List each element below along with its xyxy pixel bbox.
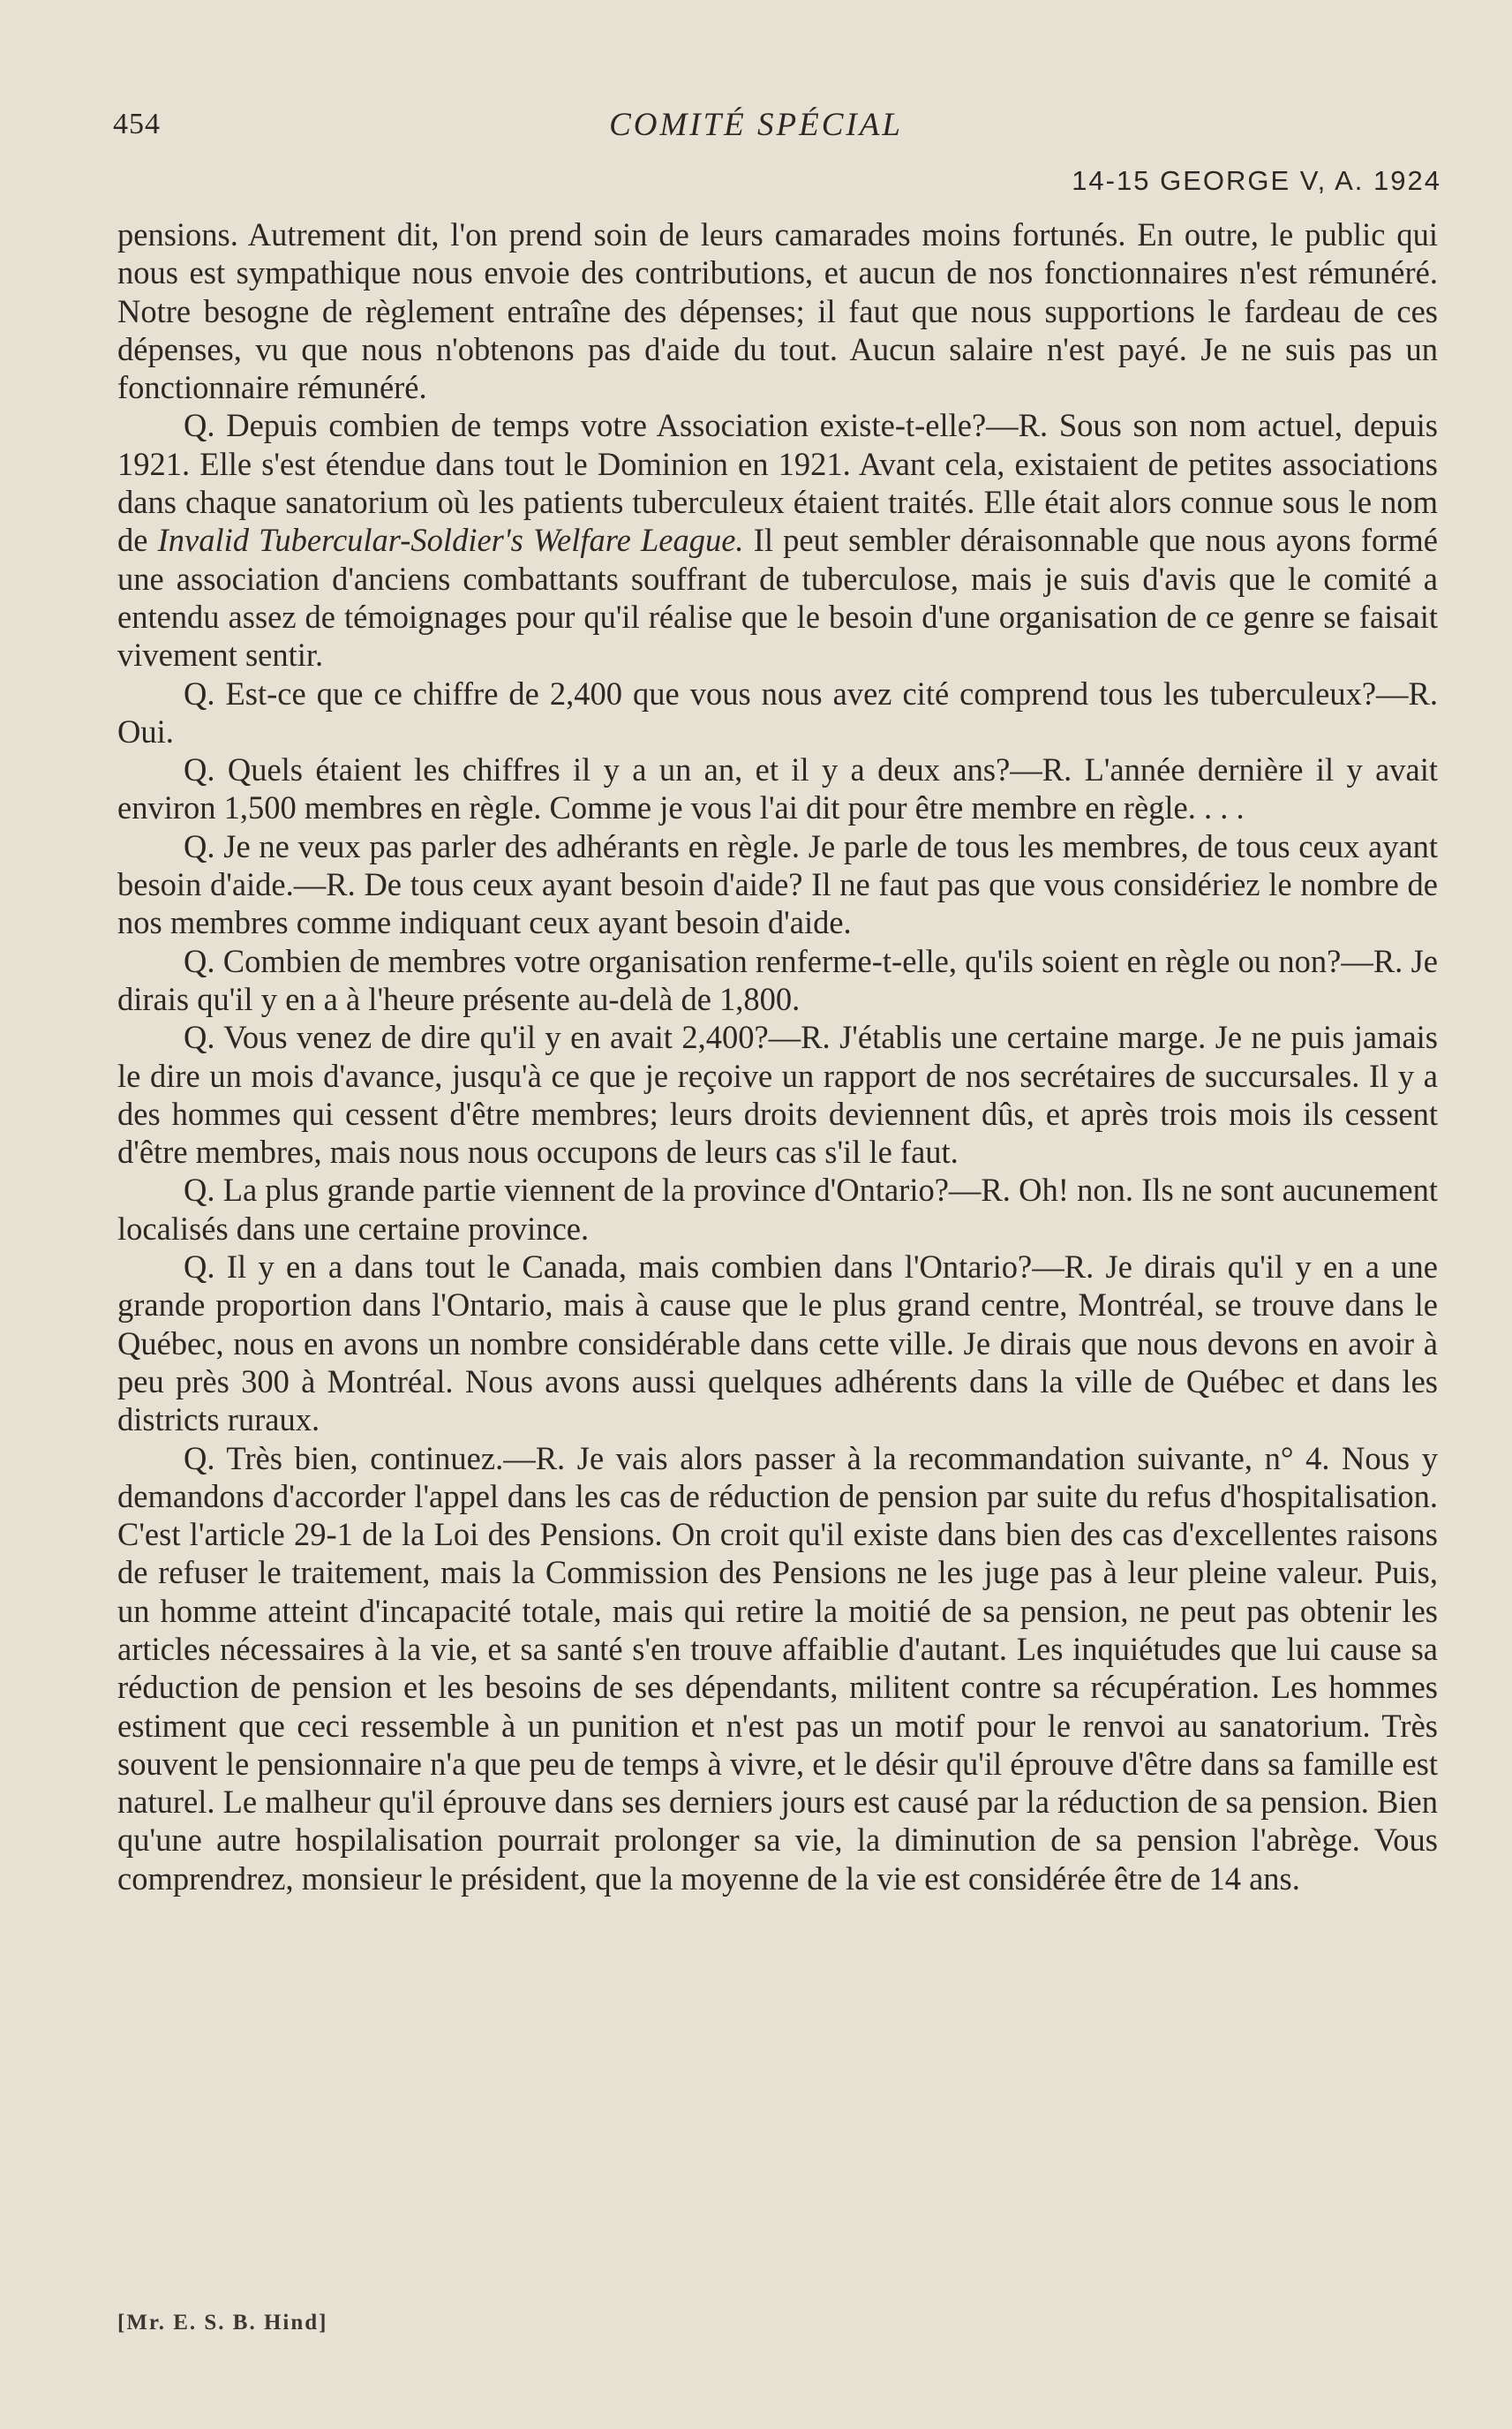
- speaker-attribution: [Mr. E. S. B. Hind]: [117, 2311, 328, 2335]
- paragraph-4: Q. Quels étaient les chiffres il y a un an, et il y a deux ans?—R. L'année dernière il y avait environ 1,500 membres en règle. Comme je vous l'ai dit pour être membre en règle. . . .: [117, 751, 1438, 826]
- page-number: 454: [113, 108, 161, 140]
- paragraph-9: Q. Il y en a dans tout le Canada, mais combien dans l'Ontario?—R. Je dirais qu'il y en a une grande proportion dans l'Ontario, mais à cause que le plus grand centre, Montréal, se trouve dans le Québec, nous en avons un nombre considérable dans cette ville. Je dirais que nous devons en avoir à peu près 300 à Montréal. Nous avons aussi quelques adhérents dans la ville de Québec et dans les districts ruraux.: [117, 1248, 1438, 1438]
- paragraph-5: Q. Je ne veux pas parler des adhérants en règle. Je parle de tous les membres, de tous ceux ayant besoin d'aide.—R. De tous ceux ayant besoin d'aide? Il ne faut pas que vous considériez le nombre de nos membres comme indiquant ceux ayant besoin d'aide.: [117, 827, 1438, 941]
- paragraph-8: Q. La plus grande partie viennent de la province d'Ontario?—R. Oh! non. Ils ne sont aucunement localisés dans une certaine province.: [117, 1172, 1438, 1247]
- paragraph-7: Q. Vous venez de dire qu'il y en avait 2,400?—R. J'établis une certaine marge. Je ne puis jamais le dire un mois d'avance, jusqu'à ce que je reçoive un rapport de nos secrétaires de succursales. Il y a des hommes qui cessent d'être membres; leurs droits deviennent dûs, et après trois mois ils cessent d'être membres, mais nous nous occupons de leurs cas s'il le faut.: [117, 1019, 1438, 1171]
- league-name: Invalid Tubercular-Soldier's Welfare League.: [157, 522, 744, 559]
- paragraph-6: Q. Combien de membres votre organisation renferme-t-elle, qu'ils soient en règle ou non?—R. Je dirais qu'il y en a à l'heure présente au-delà de 1,800.: [117, 942, 1438, 1017]
- paragraph-10: Q. Très bien, continuez.—R. Je vais alors passer à la recommandation suivante, n° 4. Nous y demandons d'accorder l'appel dans les cas de réduction de pension par suite du refus d'hospitalisation. C'est l'article 29-1 de la Loi des Pensions. On croit qu'il existe dans bien des cas d'excellentes raisons de refuser le traitement, mais la Commission des Pensions ne les juge pas à leur pleine valeur. Puis, un homme atteint d'incapacité totale, mais qui retire la moitié de sa pension, ne peut pas obtenir les articles nécessaires à la vie, et sa santé s'en trouve affaiblie d'autant. Les inquiétudes que lui cause sa réduction de pension et les besoins de ses dépendants, militent contre sa récupération. Les hommes estiment que ceci ressemble à un punition et n'est pas un motif pour le renvoi au sanatorium. Très souvent le pensionnaire n'a que peu de temps à vivre, et le désir qu'il éprouve d'être dans sa famille est naturel. Le malheur qu'il éprouve dans ses derniers jours est causé par la réduction de sa pension. Bien qu'une autre hospilalisation pourrait prolonger sa vie, la diminution de sa pension l'abrège. Vous comprendrez, monsieur le président, que la moyenne de la vie est considérée être de 14 ans.: [117, 1439, 1438, 1897]
- paragraph-2: [117, 406, 1438, 674]
- body-text: [117, 215, 1438, 1897]
- session-reference: 14-15 GEORGE V, A. 1924: [1072, 165, 1441, 196]
- paragraph-2-part-1: Q. Depuis combien de temps votre Association existe-t-elle?—R. Sous son nom actuel, depuis 1921. Elle s'est étendue dans tout le Dominion en 1921. Avant cela, existaient de petites associations dans chaque sanatorium où les patients tuberculeux étaient traités. Elle était alors connue sous le nom de: [117, 407, 1438, 559]
- paragraph-3: Q. Est-ce que ce chiffre de 2,400 que vous nous avez cité comprend tous les tuberculeux?—R. Oui.: [117, 675, 1438, 750]
- running-title: COMITÉ SPÉCIAL: [609, 107, 903, 143]
- paragraph-2-part-2: Il peut sembler déraisonnable que nous ayons formé une association d'anciens combattants souffrant de tuberculose, mais je suis d'avis que le comité a entendu assez de témoignages pour qu'il réalise que le besoin d'une organisation de ce genre se faisait vivement sentir.: [117, 522, 1438, 674]
- paragraph-1: pensions. Autrement dit, l'on prend soin de leurs camarades moins fortunés. En outre, le public qui nous est sympathique nous envoie des contributions, et aucun de nos fonctionnaires n'est rémunéré. Notre besogne de règlement entraîne des dépenses; il faut que nous supportions le fardeau de ces dépenses, vu que nous n'obtenons pas d'aide du tout. Aucun salaire n'est payé. Je ne suis pas un fonctionnaire rémunéré.: [117, 216, 1438, 406]
